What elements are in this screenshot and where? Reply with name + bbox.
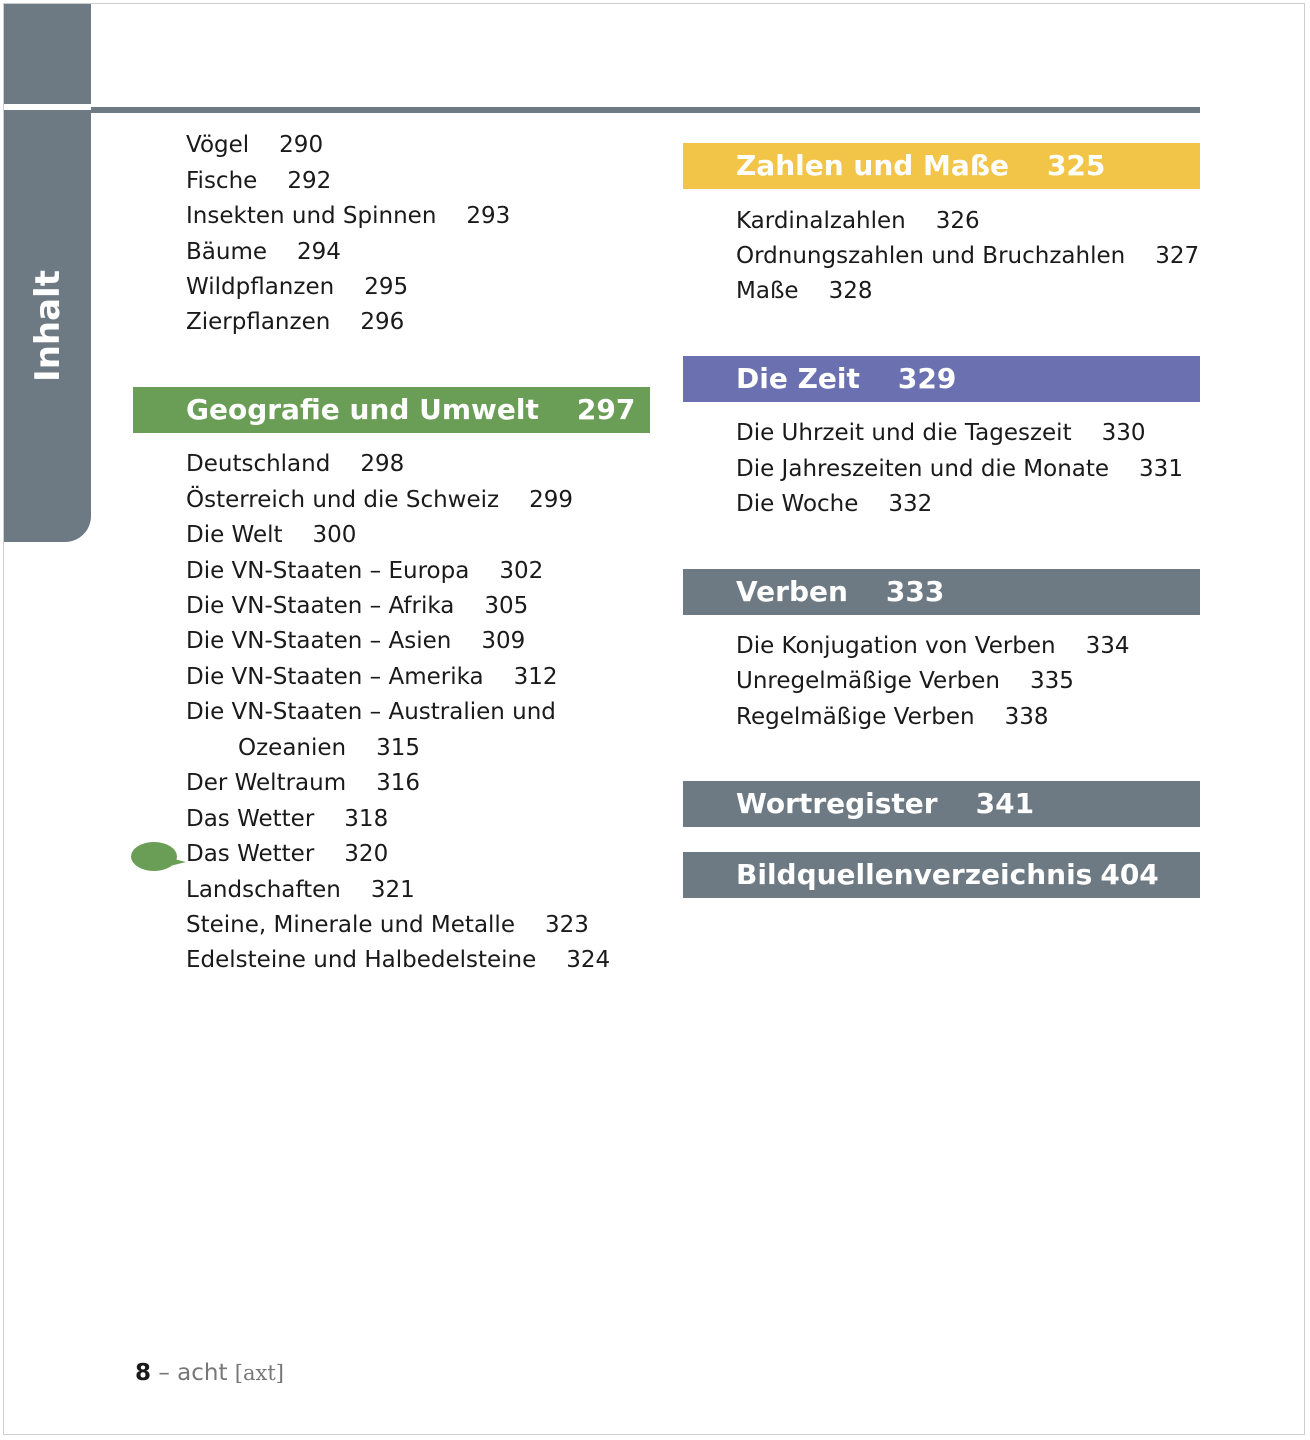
toc-entry[interactable] xyxy=(238,733,420,763)
toc-entry[interactable] xyxy=(186,485,573,515)
toc-entry[interactable] xyxy=(736,206,980,236)
toc-entry[interactable] xyxy=(186,449,404,479)
toc-entry[interactable] xyxy=(186,945,610,975)
toc-entry-title: Die VN-Staaten – Europa xyxy=(186,558,470,584)
toc-entry-title: Das Wetter xyxy=(186,806,315,832)
toc-entry[interactable] xyxy=(186,839,388,869)
toc-entry[interactable] xyxy=(186,626,525,656)
toc-entry-page: 302 xyxy=(499,558,544,584)
toc-entry-page: 315 xyxy=(376,735,421,761)
toc-entry[interactable] xyxy=(736,276,872,306)
toc-entry[interactable] xyxy=(186,556,543,586)
toc-entry-page: 309 xyxy=(481,628,526,654)
top-rule xyxy=(91,107,1200,113)
toc-entry-page: 335 xyxy=(1029,668,1074,694)
toc-entry[interactable] xyxy=(736,454,1183,484)
toc-entry-title: Die VN-Staaten – Afrika xyxy=(186,593,455,619)
toc-entry-page: 332 xyxy=(888,491,933,517)
toc-entry-page: 298 xyxy=(360,451,405,477)
speech-bubble-icon xyxy=(131,842,177,871)
side-tab-label: Inhalt xyxy=(28,270,68,382)
toc-entry-page: 326 xyxy=(935,208,980,234)
toc-entry[interactable] xyxy=(736,489,932,519)
toc-entry-title: Regelmäßige Verben xyxy=(736,704,975,730)
toc-entry-page: 299 xyxy=(529,487,574,513)
toc-entry-page: 305 xyxy=(484,593,529,619)
toc-entry-page: 334 xyxy=(1085,633,1130,659)
side-tab-top xyxy=(4,4,91,104)
speech-bubble-tail xyxy=(170,858,186,866)
section-header-wortregister[interactable] xyxy=(683,781,1200,827)
toc-entry-title: Deutschland xyxy=(186,451,331,477)
toc-entry[interactable] xyxy=(186,662,558,692)
section-page: 404 xyxy=(1100,858,1159,891)
section-page: 325 xyxy=(1046,149,1106,182)
toc-entry-title: Die VN-Staaten – Amerika xyxy=(186,664,484,690)
toc-entry-title: Insekten und Spinnen xyxy=(186,203,437,229)
toc-entry-page: 323 xyxy=(544,912,589,938)
footer-pronunciation: [axt] xyxy=(234,1361,284,1385)
section-header-geografie[interactable] xyxy=(133,387,650,433)
toc-entry-title: Die Konjugation von Verben xyxy=(736,633,1056,659)
toc-entry-title: Die VN-Staaten – Asien xyxy=(186,628,452,654)
toc-entry-title: Fische xyxy=(186,168,258,194)
toc-entry-title: Die Welt xyxy=(186,522,283,548)
toc-entry[interactable] xyxy=(186,520,356,550)
toc-entry-page: 328 xyxy=(828,278,873,304)
toc-entry[interactable] xyxy=(186,804,388,834)
footer-word: acht xyxy=(177,1360,228,1386)
toc-entry-title: Vögel xyxy=(186,132,250,158)
page-number: 8 xyxy=(135,1360,152,1386)
toc-entry-title: Edelsteine und Halbedelsteine xyxy=(186,947,537,973)
toc-entry-page: 330 xyxy=(1101,420,1146,446)
toc-entry-title: Wildpflanzen xyxy=(186,274,335,300)
toc-entry[interactable] xyxy=(736,702,1048,732)
toc-entry[interactable] xyxy=(736,631,1130,661)
toc-entry-title: Maße xyxy=(736,278,799,304)
section-title: Wortregister xyxy=(736,787,938,820)
toc-entry[interactable] xyxy=(186,272,408,302)
toc-entry-title: Das Wetter xyxy=(186,841,315,867)
toc-entry-page: 293 xyxy=(466,203,511,229)
toc-entry-page: 296 xyxy=(360,309,405,335)
toc-entry-page: 312 xyxy=(513,664,558,690)
toc-entry-page: 327 xyxy=(1155,243,1200,269)
section-title: Geografie und Umwelt xyxy=(186,393,539,426)
toc-entry-title: Unregelmäßige Verben xyxy=(736,668,1000,694)
section-header-verben[interactable] xyxy=(683,569,1200,615)
toc-entry[interactable] xyxy=(736,418,1146,448)
toc-entry-title: Bäume xyxy=(186,239,268,265)
toc-entry-page: 321 xyxy=(370,877,415,903)
section-title: Die Zeit xyxy=(736,362,860,395)
toc-entry-title: Zierpflanzen xyxy=(186,309,331,335)
toc-entry-title: Ordnungszahlen und Bruchzahlen xyxy=(736,243,1126,269)
section-title: Bildquellenverzeichnis xyxy=(736,858,1093,891)
footer-separator: – xyxy=(158,1360,170,1386)
toc-entry-title: Die Woche xyxy=(736,491,859,517)
section-page: 341 xyxy=(975,787,1035,820)
toc-entry[interactable] xyxy=(186,166,331,196)
toc-entry-title: Österreich und die Schweiz xyxy=(186,487,500,513)
toc-entry[interactable] xyxy=(186,307,404,337)
section-header-zeit[interactable] xyxy=(683,356,1200,402)
toc-entry-page: 290 xyxy=(279,132,324,158)
toc-entry-page: 320 xyxy=(344,841,389,867)
toc-entry-page: 338 xyxy=(1004,704,1049,730)
toc-entry[interactable] xyxy=(186,130,323,160)
section-title: Verben xyxy=(736,575,848,608)
toc-entry-page: 295 xyxy=(364,274,409,300)
toc-entry[interactable] xyxy=(186,768,420,798)
toc-entry-title: Die Uhrzeit und die Tageszeit xyxy=(736,420,1072,446)
toc-entry-title: Ozeanien xyxy=(238,735,347,761)
section-title: Zahlen und Maße xyxy=(736,149,1009,182)
toc-entry[interactable] xyxy=(186,201,510,231)
toc-entry-title: Die Jahreszeiten und die Monate xyxy=(736,456,1110,482)
toc-entry-page: 316 xyxy=(376,770,421,796)
toc-entry-page: 300 xyxy=(312,522,357,548)
toc-entry-title: Die VN-Staaten – Australien und xyxy=(186,699,556,725)
toc-entry[interactable] xyxy=(186,591,528,621)
toc-entry-title: Landschaften xyxy=(186,877,341,903)
toc-entry[interactable] xyxy=(186,875,415,905)
page-footer xyxy=(135,1360,284,1386)
toc-entry-page: 331 xyxy=(1139,456,1183,482)
section-page: 329 xyxy=(897,362,957,395)
toc-entry-page: 294 xyxy=(297,239,341,265)
toc-entry[interactable] xyxy=(186,697,556,727)
toc-entry-page: 324 xyxy=(566,947,611,973)
toc-entry-page: 292 xyxy=(287,168,332,194)
toc-entry[interactable] xyxy=(736,241,1199,271)
toc-entry[interactable] xyxy=(736,666,1074,696)
section-header-bildquellen[interactable] xyxy=(683,852,1200,898)
toc-entry[interactable] xyxy=(186,910,589,940)
section-header-zahlen[interactable] xyxy=(683,143,1200,189)
section-page: 297 xyxy=(576,393,636,426)
toc-entry-title: Steine, Minerale und Metalle xyxy=(186,912,515,938)
toc-entry[interactable] xyxy=(186,237,341,267)
toc-entry-page: 318 xyxy=(344,806,389,832)
toc-entry-title: Kardinalzahlen xyxy=(736,208,906,234)
toc-entry-title: Der Weltraum xyxy=(186,770,347,796)
section-page: 333 xyxy=(885,575,945,608)
